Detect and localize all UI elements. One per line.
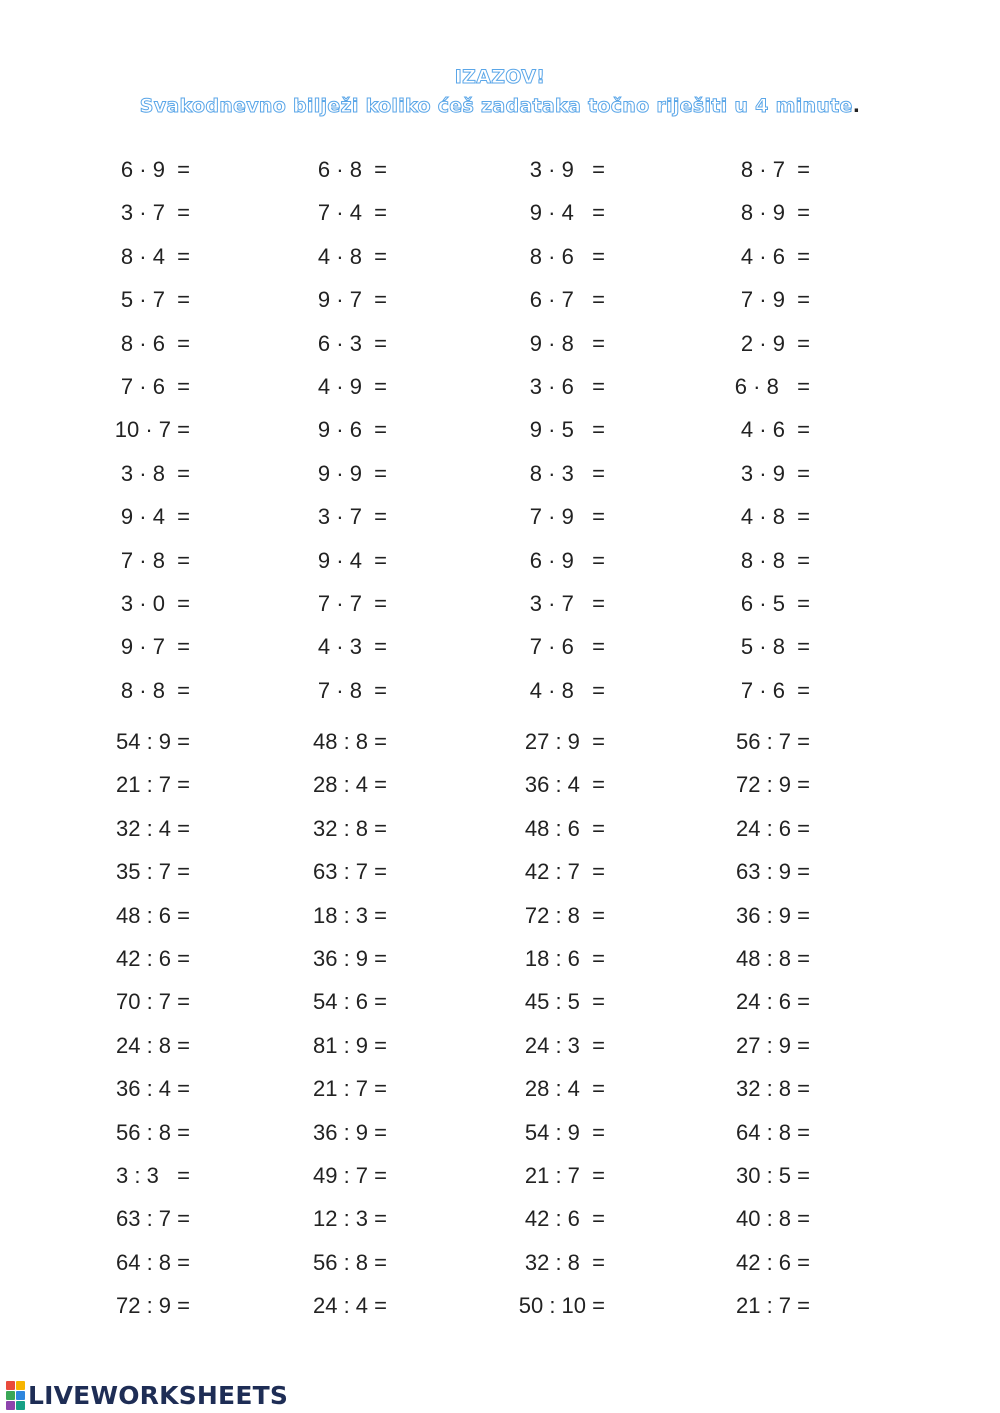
division-row xyxy=(0,763,1000,806)
multiplication-problem: 7 · 4 = xyxy=(317,200,387,226)
division-problem: 42 : 7 = xyxy=(524,859,605,885)
division-row xyxy=(0,980,1000,1023)
division-problem: 63 : 9 = xyxy=(735,859,810,885)
division-problem: 48 : 6 = xyxy=(115,902,190,928)
multiplication-problem: 7 · 6 = xyxy=(529,634,605,660)
division-problem: 24 : 6 = xyxy=(735,815,810,841)
multiplication-problem: 6 · 3 = xyxy=(317,330,387,356)
division-row xyxy=(0,937,1000,980)
division-problem: 27 : 9 = xyxy=(735,1032,810,1058)
multiplication-problem: 4 · 9 = xyxy=(317,373,387,399)
multiplication-problem: 6 · 5 = xyxy=(740,590,810,616)
multiplication-problem: 2 · 9 = xyxy=(740,330,810,356)
multiplication-problem: 8 · 6 = xyxy=(120,330,190,356)
division-problem: 40 : 8 = xyxy=(735,1206,810,1232)
multiplication-problem: 6 · 8 = xyxy=(734,373,810,399)
multiplication-row xyxy=(0,452,1000,495)
multiplication-problem: 6 · 9 = xyxy=(529,547,605,573)
multiplication-problem: 8 · 4 = xyxy=(120,243,190,269)
division-problem: 3 : 3 = xyxy=(116,1162,190,1188)
multiplication-problem: 7 · 9 = xyxy=(529,504,605,530)
multiplication-row xyxy=(0,235,1000,278)
division-row xyxy=(0,720,1000,763)
multiplication-problem: 9 · 8 = xyxy=(529,330,605,356)
division-row xyxy=(0,1197,1000,1240)
multiplication-problem: 4 · 6 = xyxy=(740,243,810,269)
division-problem: 32 : 8 = xyxy=(524,1249,605,1275)
division-row xyxy=(0,1241,1000,1284)
logo-square xyxy=(16,1391,25,1400)
multiplication-problem: 8 · 7 = xyxy=(740,157,810,182)
multiplication-problem: 6 · 8 = xyxy=(317,157,387,182)
division-problem: 28 : 4 = xyxy=(524,1076,605,1102)
division-problem: 32 : 8 = xyxy=(312,815,387,841)
multiplication-row xyxy=(0,191,1000,234)
division-problem: 18 : 3 = xyxy=(312,902,387,928)
liveworksheets-logo[interactable] xyxy=(6,1380,288,1410)
division-problem: 24 : 4 = xyxy=(312,1293,387,1319)
multiplication-problem: 9 · 7 = xyxy=(317,287,387,313)
division-row xyxy=(0,807,1000,850)
division-problem: 42 : 6 = xyxy=(735,1249,810,1275)
logo-text: LIVEWORKSHEETS xyxy=(28,1380,289,1410)
division-problem: 36 : 4 = xyxy=(524,772,605,798)
division-problem: 48 : 6 = xyxy=(524,815,605,841)
division-problem: 42 : 6 = xyxy=(115,945,190,971)
multiplication-problem: 4 · 3 = xyxy=(317,634,387,660)
division-problem: 24 : 3 = xyxy=(524,1032,605,1058)
division-problem: 30 : 5 = xyxy=(735,1162,810,1188)
division-problem: 72 : 8 = xyxy=(524,902,605,928)
division-problem: 81 : 9 = xyxy=(312,1032,387,1058)
multiplication-problem: 8 · 3 = xyxy=(529,460,605,486)
multiplication-row xyxy=(0,322,1000,365)
division-problem: 36 : 9 = xyxy=(312,945,387,971)
division-problem: 21 : 7 = xyxy=(312,1076,387,1102)
multiplication-problem: 8 · 6 = xyxy=(529,243,605,269)
division-problem: 32 : 8 = xyxy=(735,1076,810,1102)
multiplication-problem: 9 · 7 = xyxy=(120,634,190,660)
division-problem: 49 : 7 = xyxy=(312,1162,387,1188)
division-row xyxy=(0,1024,1000,1067)
multiplication-problem: 9 · 4 = xyxy=(317,547,387,573)
division-problem: 64 : 8 = xyxy=(735,1119,810,1145)
division-problem: 63 : 7 = xyxy=(115,1206,190,1232)
division-problem: 54 : 9 = xyxy=(115,729,190,754)
multiplication-problem: 3 · 7 = xyxy=(120,200,190,226)
division-problem: 56 : 7 = xyxy=(735,729,810,754)
division-problem: 24 : 8 = xyxy=(115,1032,190,1058)
logo-square xyxy=(16,1381,25,1390)
logo-grid-icon xyxy=(6,1381,25,1410)
division-problem: 27 : 9 = xyxy=(524,729,605,754)
division-problem: 36 : 9 = xyxy=(312,1119,387,1145)
multiplication-problem: 3 · 7 = xyxy=(317,504,387,530)
logo-square xyxy=(16,1401,25,1410)
division-row xyxy=(0,850,1000,893)
logo-square xyxy=(6,1401,15,1410)
multiplication-problem: 8 · 8 = xyxy=(120,677,190,703)
instructions-period: . xyxy=(852,95,861,117)
multiplication-problem: 8 · 9 = xyxy=(740,200,810,226)
division-problem: 28 : 4 = xyxy=(312,772,387,798)
multiplication-row xyxy=(0,148,1000,191)
multiplication-problem: 3 · 9 = xyxy=(529,157,605,182)
multiplication-row xyxy=(0,539,1000,582)
division-problem: 64 : 8 = xyxy=(115,1249,190,1275)
multiplication-problem: 7 · 6 = xyxy=(120,373,190,399)
multiplication-problem: 4 · 8 = xyxy=(529,677,605,703)
multiplication-problem: 5 · 7 = xyxy=(120,287,190,313)
division-problem: 32 : 4 = xyxy=(115,815,190,841)
multiplication-problem: 5 · 8 = xyxy=(740,634,810,660)
division-problem: 54 : 9 = xyxy=(524,1119,605,1145)
division-problem: 45 : 5 = xyxy=(524,989,605,1015)
multiplication-problem: 7 · 9 = xyxy=(740,287,810,313)
division-problem: 72 : 9 = xyxy=(735,772,810,798)
division-problem: 48 : 8 = xyxy=(735,945,810,971)
logo-square xyxy=(6,1391,15,1400)
multiplication-problem: 7 · 8 = xyxy=(317,677,387,703)
multiplication-problem: 7 · 7 = xyxy=(317,590,387,616)
division-problem: 70 : 7 = xyxy=(115,989,190,1015)
division-row xyxy=(0,1284,1000,1327)
division-problem: 21 : 7 = xyxy=(735,1293,810,1319)
multiplication-problem: 4 · 8 = xyxy=(317,243,387,269)
multiplication-problem: 3 · 0 = xyxy=(120,590,190,616)
division-row xyxy=(0,1154,1000,1197)
multiplication-problem: 10 · 7 = xyxy=(114,417,190,443)
multiplication-section xyxy=(0,148,1000,712)
multiplication-row xyxy=(0,408,1000,451)
division-problem: 42 : 6 = xyxy=(524,1206,605,1232)
division-problem: 56 : 8 = xyxy=(115,1119,190,1145)
multiplication-problem: 3 · 9 = xyxy=(740,460,810,486)
instructions-text: Svakodnevno bilježi koliko ćeš zadataka točno riješiti u 4 minute xyxy=(139,95,853,117)
multiplication-problem: 4 · 8 = xyxy=(740,504,810,530)
division-problem: 48 : 8 = xyxy=(312,729,387,754)
division-problem: 12 : 3 = xyxy=(312,1206,387,1232)
multiplication-problem: 3 · 6 = xyxy=(529,373,605,399)
division-problem: 36 : 9 = xyxy=(735,902,810,928)
multiplication-problem: 3 · 8 = xyxy=(120,460,190,486)
multiplication-problem: 7 · 6 = xyxy=(740,677,810,703)
worksheet-title: IZAZOV! xyxy=(454,66,546,88)
division-problem: 35 : 7 = xyxy=(115,859,190,885)
division-section xyxy=(0,720,1000,1327)
multiplication-problem: 9 · 9 = xyxy=(317,460,387,486)
multiplication-problem: 7 · 8 = xyxy=(120,547,190,573)
multiplication-problem: 9 · 4 = xyxy=(529,200,605,226)
division-row xyxy=(0,1111,1000,1154)
multiplication-row xyxy=(0,278,1000,321)
multiplication-row xyxy=(0,495,1000,538)
multiplication-problem: 9 · 5 = xyxy=(529,417,605,443)
worksheet-instructions xyxy=(0,95,1000,117)
multiplication-problem: 8 · 8 = xyxy=(740,547,810,573)
division-problem: 21 : 7 = xyxy=(524,1162,605,1188)
logo-square xyxy=(6,1381,15,1390)
division-problem: 36 : 4 = xyxy=(115,1076,190,1102)
division-problem: 54 : 6 = xyxy=(312,989,387,1015)
multiplication-problem: 9 · 4 = xyxy=(120,504,190,530)
multiplication-problem: 3 · 7 = xyxy=(529,590,605,616)
division-problem: 56 : 8 = xyxy=(312,1249,387,1275)
division-row xyxy=(0,894,1000,937)
multiplication-problem: 6 · 7 = xyxy=(529,287,605,313)
multiplication-problem: 4 · 6 = xyxy=(740,417,810,443)
division-row xyxy=(0,1067,1000,1110)
multiplication-row xyxy=(0,669,1000,712)
division-problem: 18 : 6 = xyxy=(524,945,605,971)
multiplication-problem: 9 · 6 = xyxy=(317,417,387,443)
division-problem: 63 : 7 = xyxy=(312,859,387,885)
multiplication-row xyxy=(0,625,1000,668)
multiplication-problem: 6 · 9 = xyxy=(120,157,190,182)
division-problem: 72 : 9 = xyxy=(115,1293,190,1319)
division-problem: 24 : 6 = xyxy=(735,989,810,1015)
multiplication-row xyxy=(0,365,1000,408)
multiplication-row xyxy=(0,582,1000,625)
division-problem: 21 : 7 = xyxy=(115,772,190,798)
division-problem: 50 : 10 = xyxy=(518,1293,605,1319)
